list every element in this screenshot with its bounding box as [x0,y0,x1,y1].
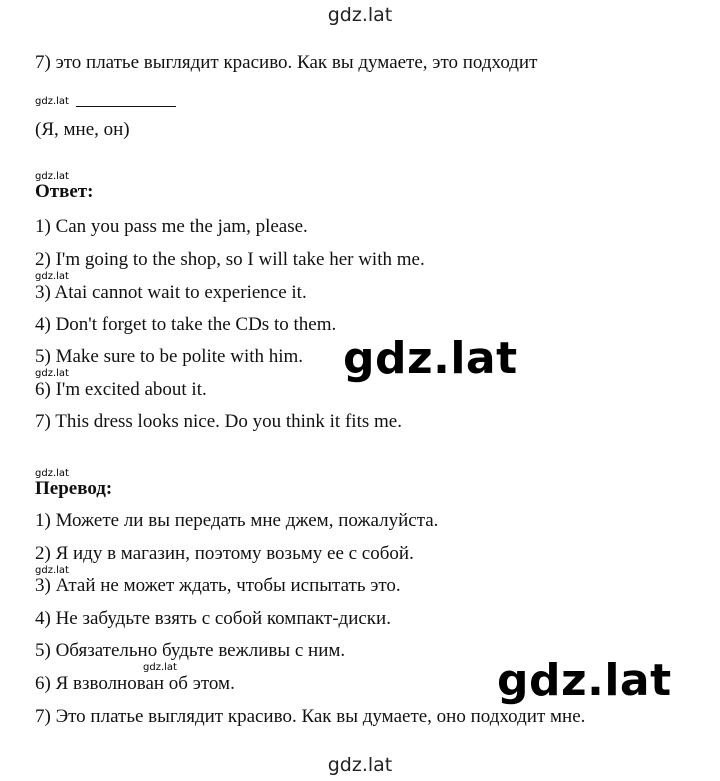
small-watermark: gdz.lat [35,565,69,576]
translation-line-6: 6) Я взволнован об этом. [35,673,235,694]
answer-line-5: 5) Make sure to be polite with him. [35,346,304,367]
answer-line-7: 7) This dress looks nice. Do you think it fits me. [35,411,402,432]
header-watermark: gdz.lat [327,4,393,26]
translation-line-4: 4) Не забудьте взять с собой компакт-диски. [35,608,391,629]
translation-line-5: 5) Обязательно будьте вежливы с ним. [35,640,346,661]
big-watermark: gdz.lat [497,655,672,706]
answer-line-1: 1) Can you pass me the jam, please. [35,216,308,237]
small-watermark: gdz.lat [35,368,69,379]
answer-blank-line [76,106,176,107]
translation-heading: Перевод: [35,478,113,499]
answer-line-3: 3) Atai cannot wait to experience it. [35,282,307,303]
answer-line-2: 2) I'm going to the shop, so I will take her with me. [35,249,425,270]
small-watermark: gdz.lat [35,171,69,182]
task-sentence: 7) это платье выглядит красиво. Как вы думаете, это подходит [35,52,538,73]
small-watermark: gdz.lat [143,662,177,673]
translation-line-2: 2) Я иду в магазин, поэтому возьму ее с собой. [35,543,414,564]
answer-line-6: 6) I'm excited about it. [35,379,207,400]
answer-heading: Ответ: [35,181,94,202]
translation-line-1: 1) Можете ли вы передать мне джем, пожалуйста. [35,510,439,531]
footer-watermark: gdz.lat [327,754,393,776]
big-watermark: gdz.lat [343,333,518,384]
small-watermark: gdz.lat [35,96,69,107]
translation-line-7: 7) Это платье выглядит красиво. Как вы думаете, оно подходит мне. [35,706,586,727]
translation-line-3: 3) Атай не может ждать, чтобы испытать это. [35,575,401,596]
small-watermark: gdz.lat [35,468,69,479]
task-hint: (Я, мне, он) [35,119,130,140]
small-watermark: gdz.lat [35,271,69,282]
answer-line-4: 4) Don't forget to take the CDs to them. [35,314,337,335]
